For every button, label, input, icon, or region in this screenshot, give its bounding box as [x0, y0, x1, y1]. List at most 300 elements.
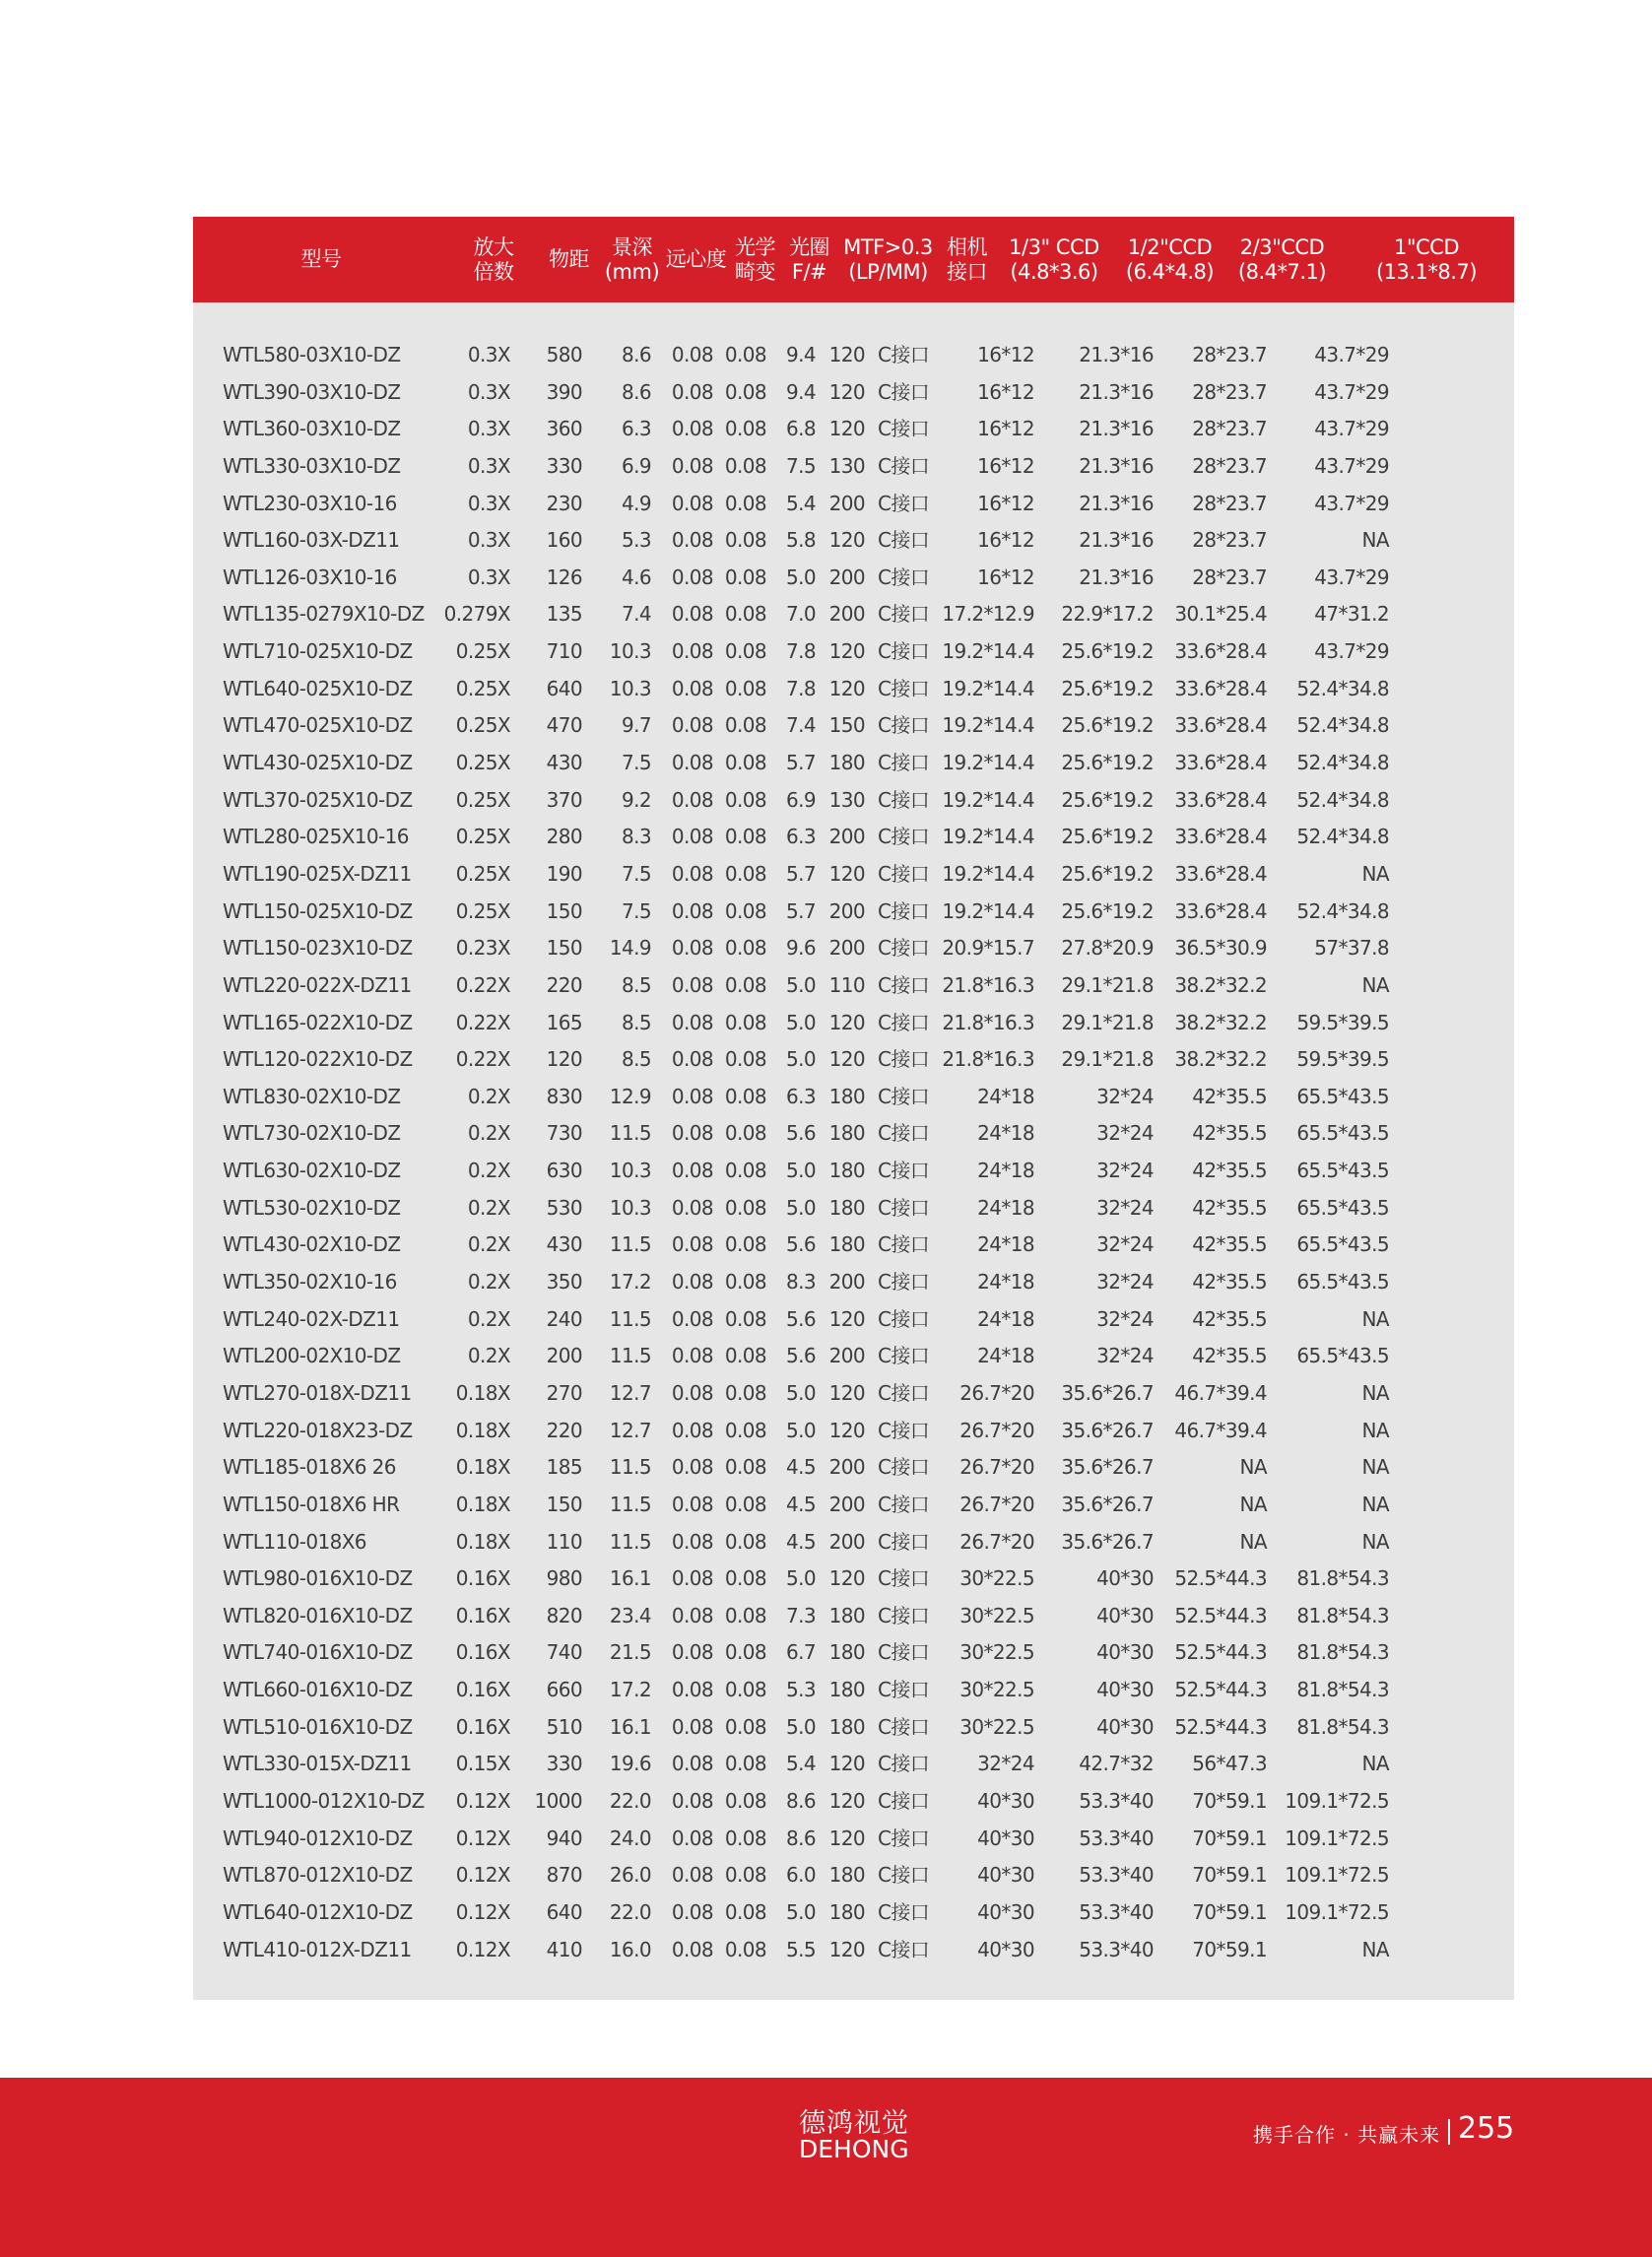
cell-ccd-1-2: 21.3*16 [1079, 564, 1154, 589]
cell-ccd-1-3: 16*12 [977, 528, 1034, 553]
cell-mount: C接口 [878, 1380, 930, 1405]
cell-model: WTL200-02X10-DZ [223, 1344, 401, 1368]
cell-ccd-1-2: 40*30 [1096, 1603, 1154, 1627]
cell-ccd-1-2: 53.3*40 [1079, 1788, 1154, 1813]
cell-depth-of-field: 7.5 [621, 898, 651, 923]
cell-ccd-1-3: 19.2*14.4 [942, 751, 1034, 775]
page-number: 255 [1458, 2111, 1515, 2146]
table-row [193, 1783, 1514, 1821]
cell-ccd-1-2: 21.3*16 [1079, 453, 1154, 478]
cell-object-distance: 220 [546, 972, 582, 997]
cell-distortion: 0.08 [724, 1047, 766, 1072]
cell-aperture: 5.0 [785, 1047, 816, 1072]
cell-ccd-1-2: 32*24 [1096, 1084, 1154, 1108]
cell-mount: C接口 [878, 1344, 930, 1368]
cell-ccd-1-2: 27.8*20.9 [1061, 936, 1154, 961]
cell-ccd-2-3: 28*23.7 [1192, 453, 1267, 478]
cell-model: WTL580-03X10-DZ [223, 343, 401, 366]
cell-mtf: 200 [828, 491, 865, 515]
cell-distortion: 0.08 [724, 1529, 766, 1554]
cell-ccd-2-3: 42*35.5 [1192, 1344, 1267, 1368]
cell-ccd-1: 81.8*54.3 [1296, 1566, 1389, 1591]
cell-mtf: 180 [828, 1863, 865, 1888]
cell-magnification: 0.25X [455, 713, 510, 738]
table-row [193, 967, 1514, 1005]
table-row [193, 1041, 1514, 1079]
cell-ccd-1-2: 35.6*26.7 [1061, 1380, 1154, 1405]
cell-model: WTL430-025X10-DZ [223, 751, 413, 775]
cell-ccd-1-3: 24*18 [977, 1084, 1034, 1108]
cell-object-distance: 820 [546, 1603, 582, 1627]
table-row [193, 1598, 1514, 1635]
cell-mount: C接口 [878, 861, 930, 886]
header-ccd-1: 1"CCD (13.1*8.7) [1375, 234, 1478, 284]
cell-depth-of-field: 12.7 [609, 1380, 651, 1405]
cell-model: WTL660-016X10-DZ [223, 1678, 413, 1702]
cell-distortion: 0.08 [724, 528, 766, 553]
cell-ccd-2-3: 70*59.1 [1192, 1788, 1267, 1813]
cell-ccd-1-2: 40*30 [1096, 1678, 1154, 1702]
cell-ccd-1-3: 16*12 [977, 343, 1034, 366]
cell-mtf: 120 [828, 1306, 865, 1331]
cell-ccd-1: NA [1361, 528, 1389, 553]
cell-ccd-1-3: 30*22.5 [959, 1714, 1034, 1739]
cell-magnification: 0.16X [455, 1603, 510, 1627]
cell-depth-of-field: 17.2 [609, 1678, 651, 1702]
cell-mount: C接口 [878, 1566, 930, 1591]
cell-ccd-1-3: 16*12 [977, 453, 1034, 478]
cell-model: WTL830-02X10-DZ [223, 1084, 401, 1108]
cell-object-distance: 370 [546, 787, 582, 812]
cell-telecentricity: 0.08 [671, 1752, 713, 1776]
cell-mtf: 120 [828, 1418, 865, 1442]
cell-aperture: 5.8 [785, 528, 816, 553]
cell-telecentricity: 0.08 [671, 1344, 713, 1368]
cell-aperture: 5.0 [785, 1566, 816, 1591]
cell-aperture: 5.7 [785, 751, 816, 775]
cell-object-distance: 640 [546, 676, 582, 700]
cell-depth-of-field: 11.5 [609, 1306, 651, 1331]
cell-ccd-1-3: 40*30 [977, 1788, 1034, 1813]
cell-distortion: 0.08 [724, 787, 766, 812]
table-row [193, 1857, 1514, 1894]
cell-ccd-1-3: 30*22.5 [959, 1566, 1034, 1591]
cell-aperture: 7.8 [785, 676, 816, 700]
cell-object-distance: 280 [546, 825, 582, 849]
cell-model: WTL510-016X10-DZ [223, 1714, 413, 1739]
cell-ccd-2-3: 42*35.5 [1192, 1159, 1267, 1183]
cell-ccd-2-3: 70*59.1 [1192, 1899, 1267, 1924]
cell-ccd-2-3: 28*23.7 [1192, 528, 1267, 553]
cell-mtf: 180 [828, 1678, 865, 1702]
brand-name-cn: 德鸿视觉 [799, 2108, 909, 2139]
cell-ccd-1: 109.1*72.5 [1285, 1899, 1389, 1924]
cell-ccd-1: 65.5*43.5 [1296, 1232, 1389, 1257]
cell-mount: C接口 [878, 1418, 930, 1442]
table-row [193, 1746, 1514, 1783]
cell-mtf: 200 [828, 1344, 865, 1368]
cell-depth-of-field: 8.6 [621, 343, 651, 366]
cell-object-distance: 390 [546, 379, 582, 404]
cell-object-distance: 200 [546, 1344, 582, 1368]
cell-ccd-1: 47*31.2 [1314, 602, 1389, 627]
cell-magnification: 0.3X [467, 453, 510, 478]
cell-distortion: 0.08 [724, 713, 766, 738]
cell-ccd-1-3: 16*12 [977, 491, 1034, 515]
slogan: 携手合作 · 共赢未来 [1253, 2123, 1441, 2147]
cell-mount: C接口 [878, 898, 930, 923]
cell-telecentricity: 0.08 [671, 751, 713, 775]
cell-mtf: 120 [828, 379, 865, 404]
cell-object-distance: 660 [546, 1678, 582, 1702]
cell-ccd-2-3: 52.5*44.3 [1174, 1714, 1267, 1739]
cell-aperture: 5.0 [785, 1195, 816, 1220]
table-row [193, 1301, 1514, 1339]
cell-distortion: 0.08 [724, 1344, 766, 1368]
cell-object-distance: 510 [546, 1714, 582, 1739]
cell-ccd-1: NA [1361, 1529, 1389, 1554]
cell-aperture: 5.7 [785, 898, 816, 923]
cell-depth-of-field: 16.1 [609, 1714, 651, 1739]
cell-telecentricity: 0.08 [671, 1084, 713, 1108]
cell-mtf: 180 [828, 1232, 865, 1257]
cell-ccd-1: 65.5*43.5 [1296, 1159, 1389, 1183]
cell-aperture: 5.5 [785, 1937, 816, 1961]
cell-depth-of-field: 11.5 [609, 1529, 651, 1554]
cell-aperture: 8.6 [785, 1788, 816, 1813]
cell-object-distance: 940 [546, 1826, 582, 1850]
cell-ccd-2-3: 33.6*28.4 [1174, 861, 1267, 886]
cell-model: WTL160-03X-DZ11 [223, 528, 400, 553]
header-telecentricity: 远心度 [665, 247, 727, 271]
cell-ccd-2-3: 70*59.1 [1192, 1863, 1267, 1888]
cell-ccd-1-2: 32*24 [1096, 1121, 1154, 1146]
cell-ccd-1: 52.4*34.8 [1296, 751, 1389, 775]
cell-distortion: 0.08 [724, 1788, 766, 1813]
cell-mtf: 120 [828, 1788, 865, 1813]
cell-ccd-1-3: 20.9*15.7 [942, 936, 1034, 961]
cell-telecentricity: 0.08 [671, 417, 713, 441]
cell-depth-of-field: 22.0 [609, 1788, 651, 1813]
cell-mount: C接口 [878, 639, 930, 664]
cell-depth-of-field: 8.5 [621, 1010, 651, 1034]
cell-aperture: 5.0 [785, 1010, 816, 1034]
cell-telecentricity: 0.08 [671, 491, 713, 515]
cell-ccd-1-2: 32*24 [1096, 1159, 1154, 1183]
cell-distortion: 0.08 [724, 564, 766, 589]
cell-distortion: 0.08 [724, 825, 766, 849]
cell-telecentricity: 0.08 [671, 1121, 713, 1146]
cell-magnification: 0.2X [467, 1232, 510, 1257]
cell-ccd-1: 81.8*54.3 [1296, 1714, 1389, 1739]
cell-model: WTL230-03X10-16 [223, 491, 397, 515]
cell-ccd-1-2: 25.6*19.2 [1061, 861, 1154, 886]
cell-mtf: 120 [828, 639, 865, 664]
cell-ccd-2-3: NA [1239, 1492, 1267, 1516]
cell-object-distance: 330 [546, 453, 582, 478]
table-row [193, 1375, 1514, 1413]
cell-object-distance: 580 [546, 343, 582, 366]
cell-magnification: 0.16X [455, 1566, 510, 1591]
cell-object-distance: 240 [546, 1306, 582, 1331]
cell-depth-of-field: 4.9 [621, 491, 651, 515]
cell-aperture: 8.3 [785, 1270, 816, 1294]
cell-depth-of-field: 11.5 [609, 1344, 651, 1368]
cell-distortion: 0.08 [724, 491, 766, 515]
cell-mtf: 180 [828, 1121, 865, 1146]
cell-distortion: 0.08 [724, 1232, 766, 1257]
cell-ccd-1-2: 40*30 [1096, 1566, 1154, 1591]
cell-ccd-1-2: 35.6*26.7 [1061, 1492, 1154, 1516]
cell-depth-of-field: 23.4 [609, 1603, 651, 1627]
cell-ccd-1-2: 42.7*32 [1079, 1752, 1154, 1776]
cell-ccd-1: 65.5*43.5 [1296, 1121, 1389, 1146]
cell-mount: C接口 [878, 379, 930, 404]
cell-magnification: 0.12X [455, 1788, 510, 1813]
cell-ccd-1-3: 24*18 [977, 1232, 1034, 1257]
cell-mtf: 200 [828, 1455, 865, 1480]
cell-mtf: 200 [828, 1270, 865, 1294]
table-row [193, 745, 1514, 782]
cell-mount: C接口 [878, 1640, 930, 1665]
cell-ccd-1: 43.7*29 [1314, 379, 1389, 404]
table-row [193, 1227, 1514, 1264]
cell-ccd-1: 52.4*34.8 [1296, 825, 1389, 849]
cell-mount: C接口 [878, 453, 930, 478]
cell-magnification: 0.2X [467, 1121, 510, 1146]
cell-object-distance: 730 [546, 1121, 582, 1146]
cell-aperture: 5.4 [785, 491, 816, 515]
cell-ccd-1-2: 29.1*21.8 [1061, 1047, 1154, 1072]
header-mtf: MTF>0.3 (LP/MM) [843, 234, 933, 284]
cell-depth-of-field: 7.5 [621, 861, 651, 886]
cell-mtf: 200 [828, 898, 865, 923]
cell-depth-of-field: 6.9 [621, 453, 651, 478]
cell-telecentricity: 0.08 [671, 676, 713, 700]
cell-mtf: 150 [828, 713, 865, 738]
cell-model: WTL870-012X10-DZ [223, 1863, 413, 1888]
cell-mtf: 180 [828, 1899, 865, 1924]
cell-ccd-2-3: 42*35.5 [1192, 1232, 1267, 1257]
cell-aperture: 8.6 [785, 1826, 816, 1850]
cell-telecentricity: 0.08 [671, 1603, 713, 1627]
cell-ccd-2-3: 56*47.3 [1192, 1752, 1267, 1776]
cell-ccd-2-3: 46.7*39.4 [1174, 1418, 1267, 1442]
cell-distortion: 0.08 [724, 1084, 766, 1108]
cell-model: WTL640-012X10-DZ [223, 1899, 413, 1924]
cell-ccd-1-3: 40*30 [977, 1826, 1034, 1850]
cell-model: WTL350-02X10-16 [223, 1270, 397, 1294]
cell-distortion: 0.08 [724, 676, 766, 700]
cell-object-distance: 410 [546, 1937, 582, 1961]
cell-ccd-1-3: 30*22.5 [959, 1678, 1034, 1702]
cell-distortion: 0.08 [724, 1937, 766, 1961]
table-row [193, 1413, 1514, 1450]
cell-distortion: 0.08 [724, 936, 766, 961]
cell-magnification: 0.12X [455, 1826, 510, 1850]
cell-mount: C接口 [878, 1752, 930, 1776]
table-row [193, 930, 1514, 967]
table-row [193, 633, 1514, 671]
cell-distortion: 0.08 [724, 1678, 766, 1702]
cell-telecentricity: 0.08 [671, 1195, 713, 1220]
cell-ccd-1-3: 26.7*20 [959, 1529, 1034, 1554]
cell-object-distance: 190 [546, 861, 582, 886]
cell-magnification: 0.22X [455, 972, 510, 997]
cell-mount: C接口 [878, 787, 930, 812]
cell-mount: C接口 [878, 1603, 930, 1627]
cell-model: WTL135-0279X10-DZ [223, 602, 425, 627]
cell-telecentricity: 0.08 [671, 1380, 713, 1405]
cell-ccd-1-2: 32*24 [1096, 1344, 1154, 1368]
cell-magnification: 0.12X [455, 1863, 510, 1888]
cell-magnification: 0.23X [455, 936, 510, 961]
cell-model: WTL1000-012X10-DZ [223, 1788, 425, 1813]
table-row [193, 1153, 1514, 1190]
cell-ccd-2-3: 28*23.7 [1192, 491, 1267, 515]
cell-ccd-1-2: 29.1*21.8 [1061, 972, 1154, 997]
cell-mtf: 180 [828, 1084, 865, 1108]
cell-object-distance: 110 [546, 1529, 582, 1554]
cell-ccd-2-3: 33.6*28.4 [1174, 898, 1267, 923]
table-row [193, 1709, 1514, 1747]
cell-magnification: 0.2X [467, 1195, 510, 1220]
cell-mount: C接口 [878, 751, 930, 775]
cell-telecentricity: 0.08 [671, 602, 713, 627]
cell-magnification: 0.18X [455, 1492, 510, 1516]
cell-ccd-1-2: 35.6*26.7 [1061, 1455, 1154, 1480]
table-row [193, 560, 1514, 597]
cell-aperture: 4.5 [785, 1455, 816, 1480]
cell-magnification: 0.25X [455, 787, 510, 812]
cell-telecentricity: 0.08 [671, 1640, 713, 1665]
table-row [193, 1672, 1514, 1709]
cell-mtf: 180 [828, 1159, 865, 1183]
cell-aperture: 6.0 [785, 1863, 816, 1888]
cell-telecentricity: 0.08 [671, 972, 713, 997]
cell-aperture: 7.3 [785, 1603, 816, 1627]
table-row [193, 596, 1514, 633]
cell-model: WTL730-02X10-DZ [223, 1121, 401, 1146]
cell-ccd-1-3: 24*18 [977, 1195, 1034, 1220]
cell-model: WTL330-03X10-DZ [223, 453, 401, 478]
cell-depth-of-field: 12.9 [609, 1084, 651, 1108]
cell-model: WTL110-018X6 [223, 1529, 366, 1554]
cell-ccd-1-3: 21.8*16.3 [942, 1010, 1034, 1034]
cell-aperture: 5.3 [785, 1678, 816, 1702]
table-row [193, 894, 1514, 931]
cell-mount: C接口 [878, 1529, 930, 1554]
cell-telecentricity: 0.08 [671, 1418, 713, 1442]
cell-mtf: 180 [828, 1640, 865, 1665]
cell-distortion: 0.08 [724, 1121, 766, 1146]
footer-divider [1448, 2119, 1450, 2145]
cell-ccd-1-3: 19.2*14.4 [942, 898, 1034, 923]
cell-ccd-1: 65.5*43.5 [1296, 1084, 1389, 1108]
cell-magnification: 0.2X [467, 1306, 510, 1331]
cell-ccd-1: NA [1361, 972, 1389, 997]
cell-ccd-1-3: 19.2*14.4 [942, 861, 1034, 886]
cell-object-distance: 640 [546, 1899, 582, 1924]
cell-depth-of-field: 6.3 [621, 417, 651, 441]
cell-model: WTL360-03X10-DZ [223, 417, 401, 441]
cell-ccd-1: 59.5*39.5 [1296, 1047, 1389, 1072]
cell-mtf: 200 [828, 602, 865, 627]
cell-magnification: 0.279X [443, 602, 510, 627]
cell-ccd-1-2: 29.1*21.8 [1061, 1010, 1154, 1034]
table-row [193, 1115, 1514, 1153]
cell-object-distance: 360 [546, 417, 582, 441]
cell-ccd-1-2: 25.6*19.2 [1061, 676, 1154, 700]
cell-aperture: 6.8 [785, 417, 816, 441]
cell-telecentricity: 0.08 [671, 1566, 713, 1591]
cell-depth-of-field: 11.5 [609, 1232, 651, 1257]
cell-telecentricity: 0.08 [671, 528, 713, 553]
table-row [193, 1190, 1514, 1228]
cell-object-distance: 120 [546, 1047, 582, 1072]
cell-telecentricity: 0.08 [671, 453, 713, 478]
cell-aperture: 4.5 [785, 1492, 816, 1516]
cell-mount: C接口 [878, 1010, 930, 1034]
cell-depth-of-field: 16.0 [609, 1937, 651, 1961]
cell-telecentricity: 0.08 [671, 379, 713, 404]
cell-mount: C接口 [878, 1121, 930, 1146]
cell-telecentricity: 0.08 [671, 1714, 713, 1739]
cell-object-distance: 630 [546, 1159, 582, 1183]
table-row [193, 486, 1514, 523]
cell-aperture: 5.0 [785, 1899, 816, 1924]
cell-ccd-1-3: 40*30 [977, 1863, 1034, 1888]
cell-depth-of-field: 8.6 [621, 379, 651, 404]
cell-mtf: 130 [828, 787, 865, 812]
cell-mtf: 130 [828, 453, 865, 478]
cell-depth-of-field: 12.7 [609, 1418, 651, 1442]
cell-ccd-2-3: 42*35.5 [1192, 1121, 1267, 1146]
cell-mtf: 120 [828, 1047, 865, 1072]
cell-object-distance: 350 [546, 1270, 582, 1294]
cell-magnification: 0.2X [467, 1084, 510, 1108]
cell-ccd-1-2: 25.6*19.2 [1061, 825, 1154, 849]
cell-ccd-1: NA [1361, 1937, 1389, 1961]
cell-mount: C接口 [878, 1492, 930, 1516]
cell-depth-of-field: 10.3 [609, 1159, 651, 1183]
cell-ccd-1-2: 53.3*40 [1079, 1863, 1154, 1888]
cell-aperture: 5.0 [785, 1714, 816, 1739]
cell-ccd-1-3: 24*18 [977, 1306, 1034, 1331]
cell-aperture: 6.9 [785, 787, 816, 812]
cell-ccd-1: 65.5*43.5 [1296, 1344, 1389, 1368]
cell-model: WTL980-016X10-DZ [223, 1566, 413, 1591]
spec-table [193, 217, 1514, 2000]
cell-telecentricity: 0.08 [671, 1863, 713, 1888]
cell-distortion: 0.08 [724, 1455, 766, 1480]
cell-object-distance: 135 [546, 602, 582, 627]
table-row [193, 1524, 1514, 1561]
cell-mount: C接口 [878, 602, 930, 627]
cell-aperture: 6.3 [785, 825, 816, 849]
cell-ccd-1: 109.1*72.5 [1285, 1863, 1389, 1888]
cell-telecentricity: 0.08 [671, 1826, 713, 1850]
cell-telecentricity: 0.08 [671, 787, 713, 812]
cell-ccd-2-3: 28*23.7 [1192, 379, 1267, 404]
cell-ccd-1-3: 24*18 [977, 1270, 1034, 1294]
header-ccd-1-3: 1/3" CCD (4.8*3.6) [1009, 234, 1099, 284]
table-row [193, 1449, 1514, 1487]
cell-ccd-1-3: 30*22.5 [959, 1640, 1034, 1665]
table-row [193, 1634, 1514, 1672]
table-row [193, 671, 1514, 708]
cell-magnification: 0.25X [455, 751, 510, 775]
